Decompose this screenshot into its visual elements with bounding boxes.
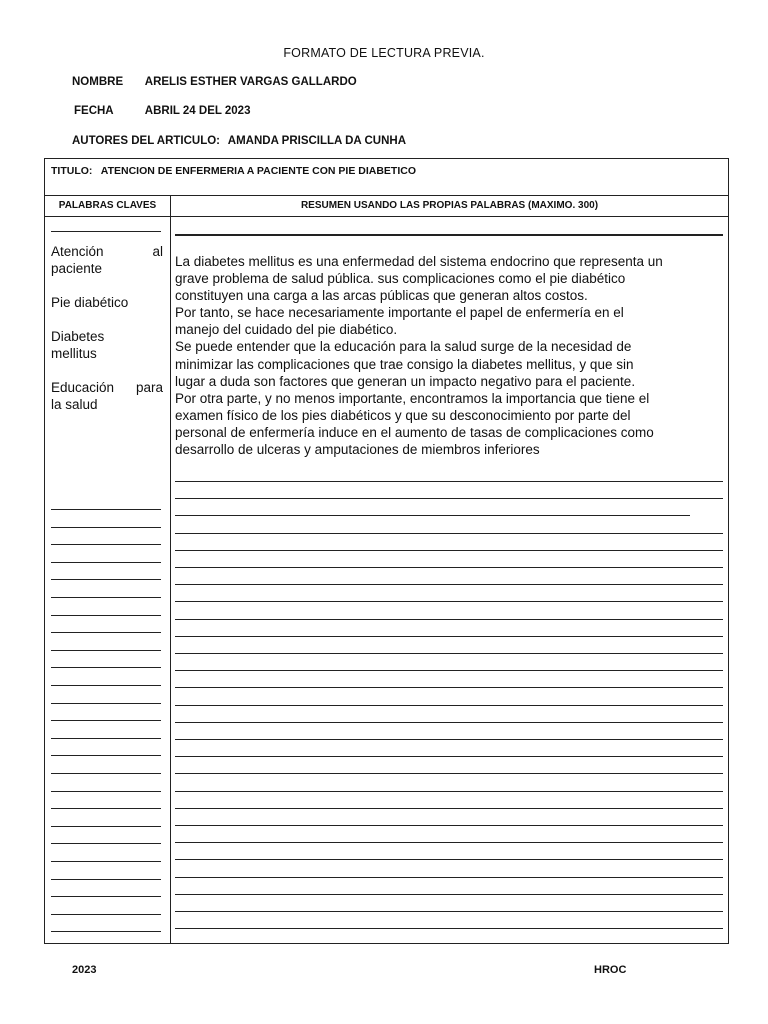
keyword-line: paciente	[51, 261, 103, 276]
summary-text	[175, 253, 723, 458]
summary-line: lugar a duda son factores que generan un impacto negativo para el paciente.	[175, 373, 636, 389]
summary-blank-line	[175, 584, 723, 585]
summary-line: manejo del cuidado del pie diabético.	[175, 322, 398, 338]
keyword-line: mellitus	[51, 346, 97, 361]
summary-blank-line	[175, 636, 723, 637]
summary-line: constituyen una carga a las arcas públicas que generan altos costos.	[175, 288, 588, 304]
keyword-blank-line	[51, 509, 161, 510]
summary-blank-line	[175, 705, 723, 706]
summary-line: examen físico de los pies diabéticos y que su desconocimiento por parte del	[175, 407, 631, 423]
summary-line: Por tanto, se hace necesariamente importante el papel de enfermería en el	[175, 305, 624, 321]
keyword-blank-line	[51, 791, 161, 792]
keywords-top-rule	[51, 231, 161, 232]
keyword-item	[51, 379, 163, 413]
summary-blank-line	[175, 601, 723, 602]
keyword-blank-line	[51, 720, 161, 721]
autores-value: AMANDA PRISCILLA DA CUNHA	[227, 135, 407, 147]
summary-blank-line	[175, 739, 723, 740]
summary-line: minimizar las complicaciones que trae consigo la diabetes mellitus, y que sin	[175, 356, 634, 372]
summary-blank-line	[175, 773, 723, 774]
summary-blank-line	[175, 619, 723, 620]
keywords-header: PALABRAS CLAVES	[45, 196, 171, 217]
summary-blank-line	[175, 894, 723, 895]
keyword-line: Atención al	[51, 244, 163, 259]
keyword-blank-line	[51, 527, 161, 528]
autores-label: AUTORES DEL ARTICULO:	[72, 135, 221, 147]
document-title: FORMATO DE LECTURA PREVIA.	[283, 46, 485, 60]
keyword-blank-line	[51, 755, 161, 756]
keyword-blank-line	[51, 544, 161, 545]
summary-blank-line	[175, 533, 723, 534]
reading-table	[44, 158, 729, 944]
summary-line: Por otra parte, y no menos importante, encontramos la importancia que tiene el	[175, 390, 650, 406]
summary-blank-line	[175, 859, 723, 860]
keywords-list	[51, 243, 163, 430]
keyword-blank-line	[51, 826, 161, 827]
keyword-blank-line	[51, 861, 161, 862]
summary-blank-line	[175, 498, 723, 499]
summary-blank-line	[175, 928, 723, 929]
summary-blank-line	[175, 550, 723, 551]
autores-row	[72, 135, 406, 147]
keyword-line: Diabetes	[51, 329, 105, 344]
keyword-blank-line	[51, 843, 161, 844]
fecha-label: FECHA	[74, 105, 114, 117]
summary-header: RESUMEN USANDO LAS PROPIAS PALABRAS (MAXIMO. 300)	[171, 196, 728, 217]
summary-blank-line	[175, 567, 723, 568]
summary-blank-line	[175, 687, 723, 688]
summary-line: La diabetes mellitus es una enfermedad del sistema endocrino que representa un	[175, 254, 663, 269]
summary-blank-line	[175, 808, 723, 809]
summary-blank-line	[175, 515, 690, 516]
keyword-blank-line	[51, 879, 161, 880]
keyword-blank-line	[51, 650, 161, 651]
summary-blank-line	[175, 756, 723, 757]
keyword-item	[51, 294, 163, 311]
footer-year: 2023	[72, 964, 97, 976]
nombre-value: ARELIS ESTHER VARGAS GALLARDO	[144, 76, 357, 88]
summary-blank-line	[175, 670, 723, 671]
keyword-blank-line	[51, 632, 161, 633]
summary-line: Se puede entender que la educación para la salud surge de la necesidad de	[175, 339, 632, 355]
keyword-blank-line	[51, 773, 161, 774]
summary-blank-line	[175, 825, 723, 826]
titulo-label: TITULO:	[51, 165, 93, 177]
keyword-blank-line	[51, 738, 161, 739]
titulo-value: ATENCION DE ENFERMERIA A PACIENTE CON PIE DIABETICO	[100, 165, 416, 177]
keyword-item	[51, 328, 163, 362]
summary-blank-line	[175, 877, 723, 878]
keyword-blank-line	[51, 667, 161, 668]
keyword-blank-line	[51, 562, 161, 563]
keyword-blank-line	[51, 579, 161, 580]
keyword-blank-line	[51, 703, 161, 704]
summary-line: grave problema de salud pública. sus complicaciones como el pie diabético	[175, 271, 626, 287]
nombre-label: NOMBRE	[72, 76, 124, 88]
summary-line: desarrollo de ulceras y amputaciones de miembros inferiores	[175, 442, 540, 458]
nombre-row	[72, 76, 357, 88]
summary-line: personal de enfermería induce en el aumento de tasas de complicaciones como	[175, 424, 654, 440]
keyword-line: Educación para	[51, 380, 163, 395]
keyword-blank-line	[51, 597, 161, 598]
keyword-blank-line	[51, 685, 161, 686]
keyword-line: Pie diabético	[51, 295, 129, 310]
fecha-row	[74, 105, 250, 117]
keyword-blank-line	[51, 931, 161, 932]
column-divider	[170, 217, 171, 943]
summary-blank-line	[175, 722, 723, 723]
summary-blank-line	[175, 481, 723, 482]
summary-blank-line	[175, 791, 723, 792]
keyword-item	[51, 243, 163, 277]
summary-top-rule	[175, 234, 723, 236]
titulo-row	[45, 159, 728, 196]
summary-blank-line	[175, 653, 723, 654]
fecha-value: ABRIL 24 DEL 2023	[144, 105, 251, 117]
keyword-blank-line	[51, 615, 161, 616]
keyword-line: la salud	[51, 397, 98, 412]
keyword-blank-line	[51, 914, 161, 915]
summary-blank-line	[175, 911, 723, 912]
footer-initials: HROC	[594, 964, 627, 976]
keyword-blank-line	[51, 808, 161, 809]
summary-blank-line	[175, 842, 723, 843]
keyword-blank-line	[51, 896, 161, 897]
